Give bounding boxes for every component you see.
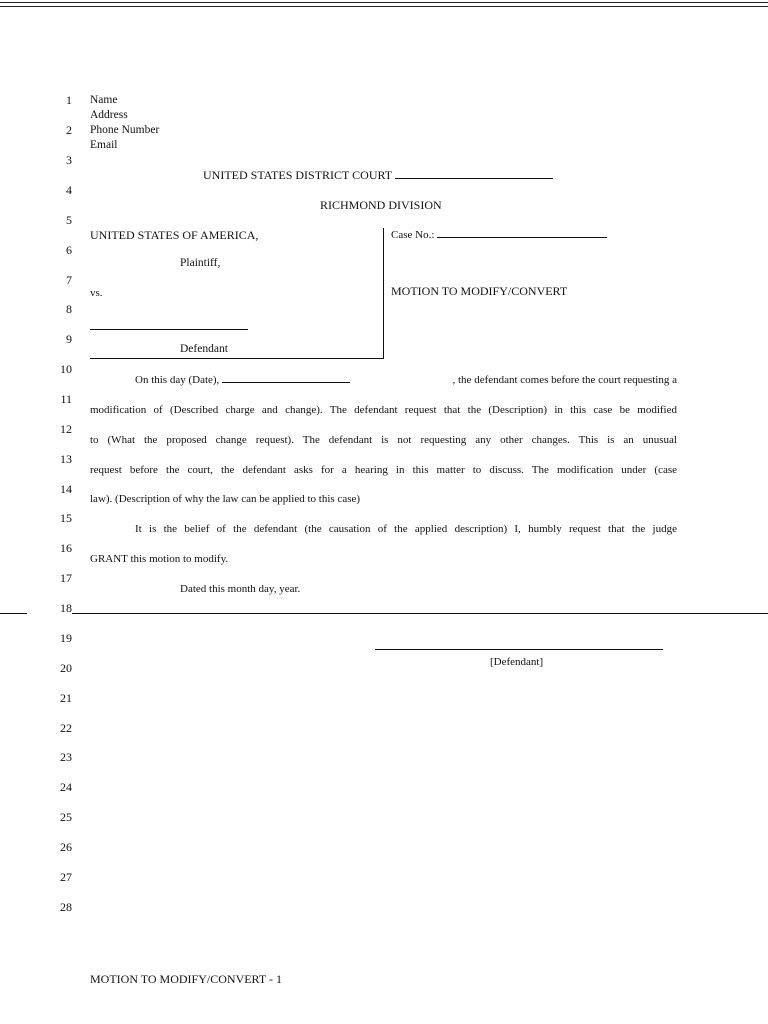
line-number: 9: [66, 332, 72, 346]
paragraph-1-line-3: to (What the proposed change request). The defendant is not requesting any other changes. This is an unusual: [90, 434, 677, 446]
line-number: 23: [60, 750, 72, 764]
line-number: 16: [60, 541, 72, 555]
line-number: 21: [60, 691, 72, 705]
paragraph-2-line-1: It is the belief of the defendant (the causation of the applied description) I, humbly request that the judge: [135, 523, 677, 535]
line-number: 12: [60, 422, 72, 436]
line-number: 7: [66, 273, 72, 287]
versus-label: vs.: [90, 287, 103, 299]
line-number: 4: [66, 183, 72, 197]
caption-bottom-rule: [90, 358, 384, 359]
plaintiff-label: Plaintiff,: [180, 257, 221, 269]
line-number: 5: [66, 213, 72, 227]
sender-email: Email: [90, 139, 118, 151]
line-number: 14: [60, 482, 72, 496]
top-rule: [0, 2, 768, 3]
dated-line: Dated this month day, year.: [180, 583, 301, 595]
line-number: 13: [60, 452, 72, 466]
paragraph-1-line-2: modification of (Described charge and change). The defendant request that the (Description) in this case be modified: [90, 404, 677, 416]
motion-title: MOTION TO MODIFY/CONVERT: [391, 284, 568, 298]
line-number: 27: [60, 870, 72, 884]
page-rule-left: [0, 613, 27, 614]
sender-name: Name: [90, 94, 118, 106]
caption-divider: [383, 228, 384, 359]
court-title: UNITED STATES DISTRICT COURT: [203, 168, 392, 182]
line-number: 3: [66, 153, 72, 167]
page-rule-main: [72, 613, 768, 614]
line-number: 11: [60, 392, 72, 406]
signature-line[interactable]: [375, 649, 663, 650]
paragraph-1-after-blank: , the defendant comes before the court requesting a: [452, 374, 677, 386]
signature-label: [Defendant]: [490, 656, 544, 668]
top-rule-2: [0, 6, 768, 7]
line-number: 2: [66, 123, 72, 137]
case-number-label: Case No.:: [391, 229, 435, 241]
paragraph-2-line-2: GRANT this motion to modify.: [90, 553, 229, 565]
sender-address: Address: [90, 109, 128, 121]
court-title-row: [203, 168, 553, 183]
line-number: 20: [60, 661, 72, 675]
line-number: 24: [60, 780, 72, 794]
case-number-blank[interactable]: [437, 237, 607, 238]
line-number: 19: [60, 631, 72, 645]
line-number: 15: [60, 511, 72, 525]
line-number: 17: [60, 571, 72, 585]
date-blank[interactable]: [222, 382, 350, 383]
court-district-blank[interactable]: [395, 178, 553, 179]
defendant-name-blank[interactable]: [90, 329, 248, 330]
page-footer: MOTION TO MODIFY/CONVERT - 1: [90, 972, 282, 986]
paragraph-1-line-5: law). (Description of why the law can be applied to this case): [90, 493, 361, 505]
line-number: 22: [60, 721, 72, 735]
line-number: 18: [60, 601, 72, 615]
sender-phone: Phone Number: [90, 124, 160, 136]
court-division: RICHMOND DIVISION: [320, 198, 442, 212]
plaintiff-party: UNITED STATES OF AMERICA,: [90, 228, 259, 242]
line-number: 6: [66, 243, 72, 257]
line-number: 10: [60, 362, 72, 376]
paragraph-1-line-4: request before the court, the defendant asks for a hearing in this matter to discuss. The modification under (case: [90, 464, 677, 476]
line-number: 28: [60, 900, 72, 914]
line-number: 26: [60, 840, 72, 854]
defendant-label: Defendant: [180, 343, 228, 355]
line-number: 1: [66, 93, 72, 107]
case-number-row: [391, 229, 607, 241]
paragraph-1-start: On this day (Date),: [135, 374, 350, 386]
paragraph-1-line-1: [135, 374, 677, 386]
line-number: 8: [66, 302, 72, 316]
line-number: 25: [60, 810, 72, 824]
